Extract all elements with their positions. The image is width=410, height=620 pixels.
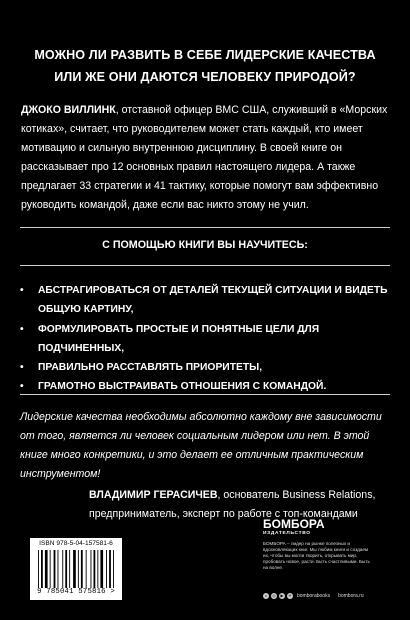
endorsement-quote: Лидерские качества необходимы абсолютно каждому вне зависимости от того, является ли человек социальным лидером или нет. В этой книге много конкретики, и это делает ее отличным практическим инструментом! <box>20 411 382 480</box>
bullet-icon: • <box>20 381 24 393</box>
headline-line-1: МОЖНО ЛИ РАЗВИТЬ В СЕБЕ ЛИДЕРСКИЕ КАЧЕСТВА <box>34 48 376 62</box>
bullet-icon: • <box>20 285 24 296</box>
publisher-blurb: БОМБОРА – лидер на рынке полезных и вдохновляющих книг. Мы любим книги и создаем их, чтобы вы могли творить, открывать мир, пробовать новое, расти. Быть счастливыми. Быть на волне. <box>263 541 370 571</box>
list-item: • ГРАМОТНО ВЫСТРАИВАТЬ ОТНОШЕНИЯ С КОМАНДОЙ. <box>20 377 390 396</box>
author-name: ДЖОКО ВИЛЛИНК <box>21 104 116 116</box>
instagram-icon: ◎ <box>272 593 276 598</box>
description-text: , отставной офицер ВМС США, служивший в «Морских котиках», считает, что руководителем может стать каждый, кто имеет мотивацию и сильную внутреннюю дисциплину. В своей книге он рассказывает про 12 основных правил настоящего лидера. А также предлагает 33 стратегии и 41 тактику, которые помогут вам эффективно руководить командой, даже если вас никто этому не учил. <box>21 104 388 211</box>
publisher-logo <box>263 518 325 537</box>
publisher-social <box>263 593 364 599</box>
youtube-icon: ▶ <box>280 593 284 598</box>
endorser-credentials: , основатель Business Relations, предприниматель, эксперт по работе с топ-командами <box>89 489 376 520</box>
publisher-logo-text: БОМБОРА <box>263 517 325 531</box>
headline-line-2: ИЛИ ЖЕ ОНИ ДАЮТСЯ ЧЕЛОВЕКУ ПРИРОДОЙ? <box>54 70 356 84</box>
publisher-website: bombora.ru <box>338 593 364 599</box>
skills-list <box>20 281 390 397</box>
skills-heading: С ПОМОЩЬЮ КНИГИ ВЫ НАУЧИТЕСЬ: <box>102 239 308 251</box>
barcode <box>30 538 122 600</box>
bullet-icon: • <box>20 362 24 374</box>
endorser-name: ВЛАДИМИР ГЕРАСИЧЕВ <box>89 489 218 501</box>
list-item: • АБСТРАГИРОВАТЬСЯ ОТ ДЕТАЛЕЙ ТЕКУЩЕЙ СИТУАЦИИ И ВИДЕТЬ ОБЩУЮ КАРТИНУ, <box>20 281 390 320</box>
social-handle: bomborabooks <box>297 593 331 599</box>
isbn-text: ISBN 978-5-04-157581-6 <box>39 540 113 547</box>
divider-bottom <box>20 394 390 395</box>
bullet-icon: • <box>20 323 24 335</box>
endorsement-attribution <box>89 486 394 524</box>
publisher-logo-subtitle: ИЗДАТЕЛЬСТВО <box>263 531 311 536</box>
back-cover-headline <box>20 44 390 88</box>
barcode-bars-icon <box>38 550 114 588</box>
list-item: • ПРАВИЛЬНО РАССТАВЛЯТЬ ПРИОРИТЕТЫ, <box>20 358 390 377</box>
divider-top <box>20 227 390 228</box>
telegram-icon: ✈ <box>288 593 292 598</box>
vk-icon: v <box>265 593 267 598</box>
book-description <box>21 101 388 215</box>
barcode-number: 9 785041 575816 > <box>37 588 115 596</box>
divider-middle <box>20 265 390 266</box>
list-item: • ФОРМУЛИРОВАТЬ ПРОСТЫЕ И ПОНЯТНЫЕ ЦЕЛИ ДЛЯ ПОДЧИНЕННЫХ, <box>20 320 390 359</box>
